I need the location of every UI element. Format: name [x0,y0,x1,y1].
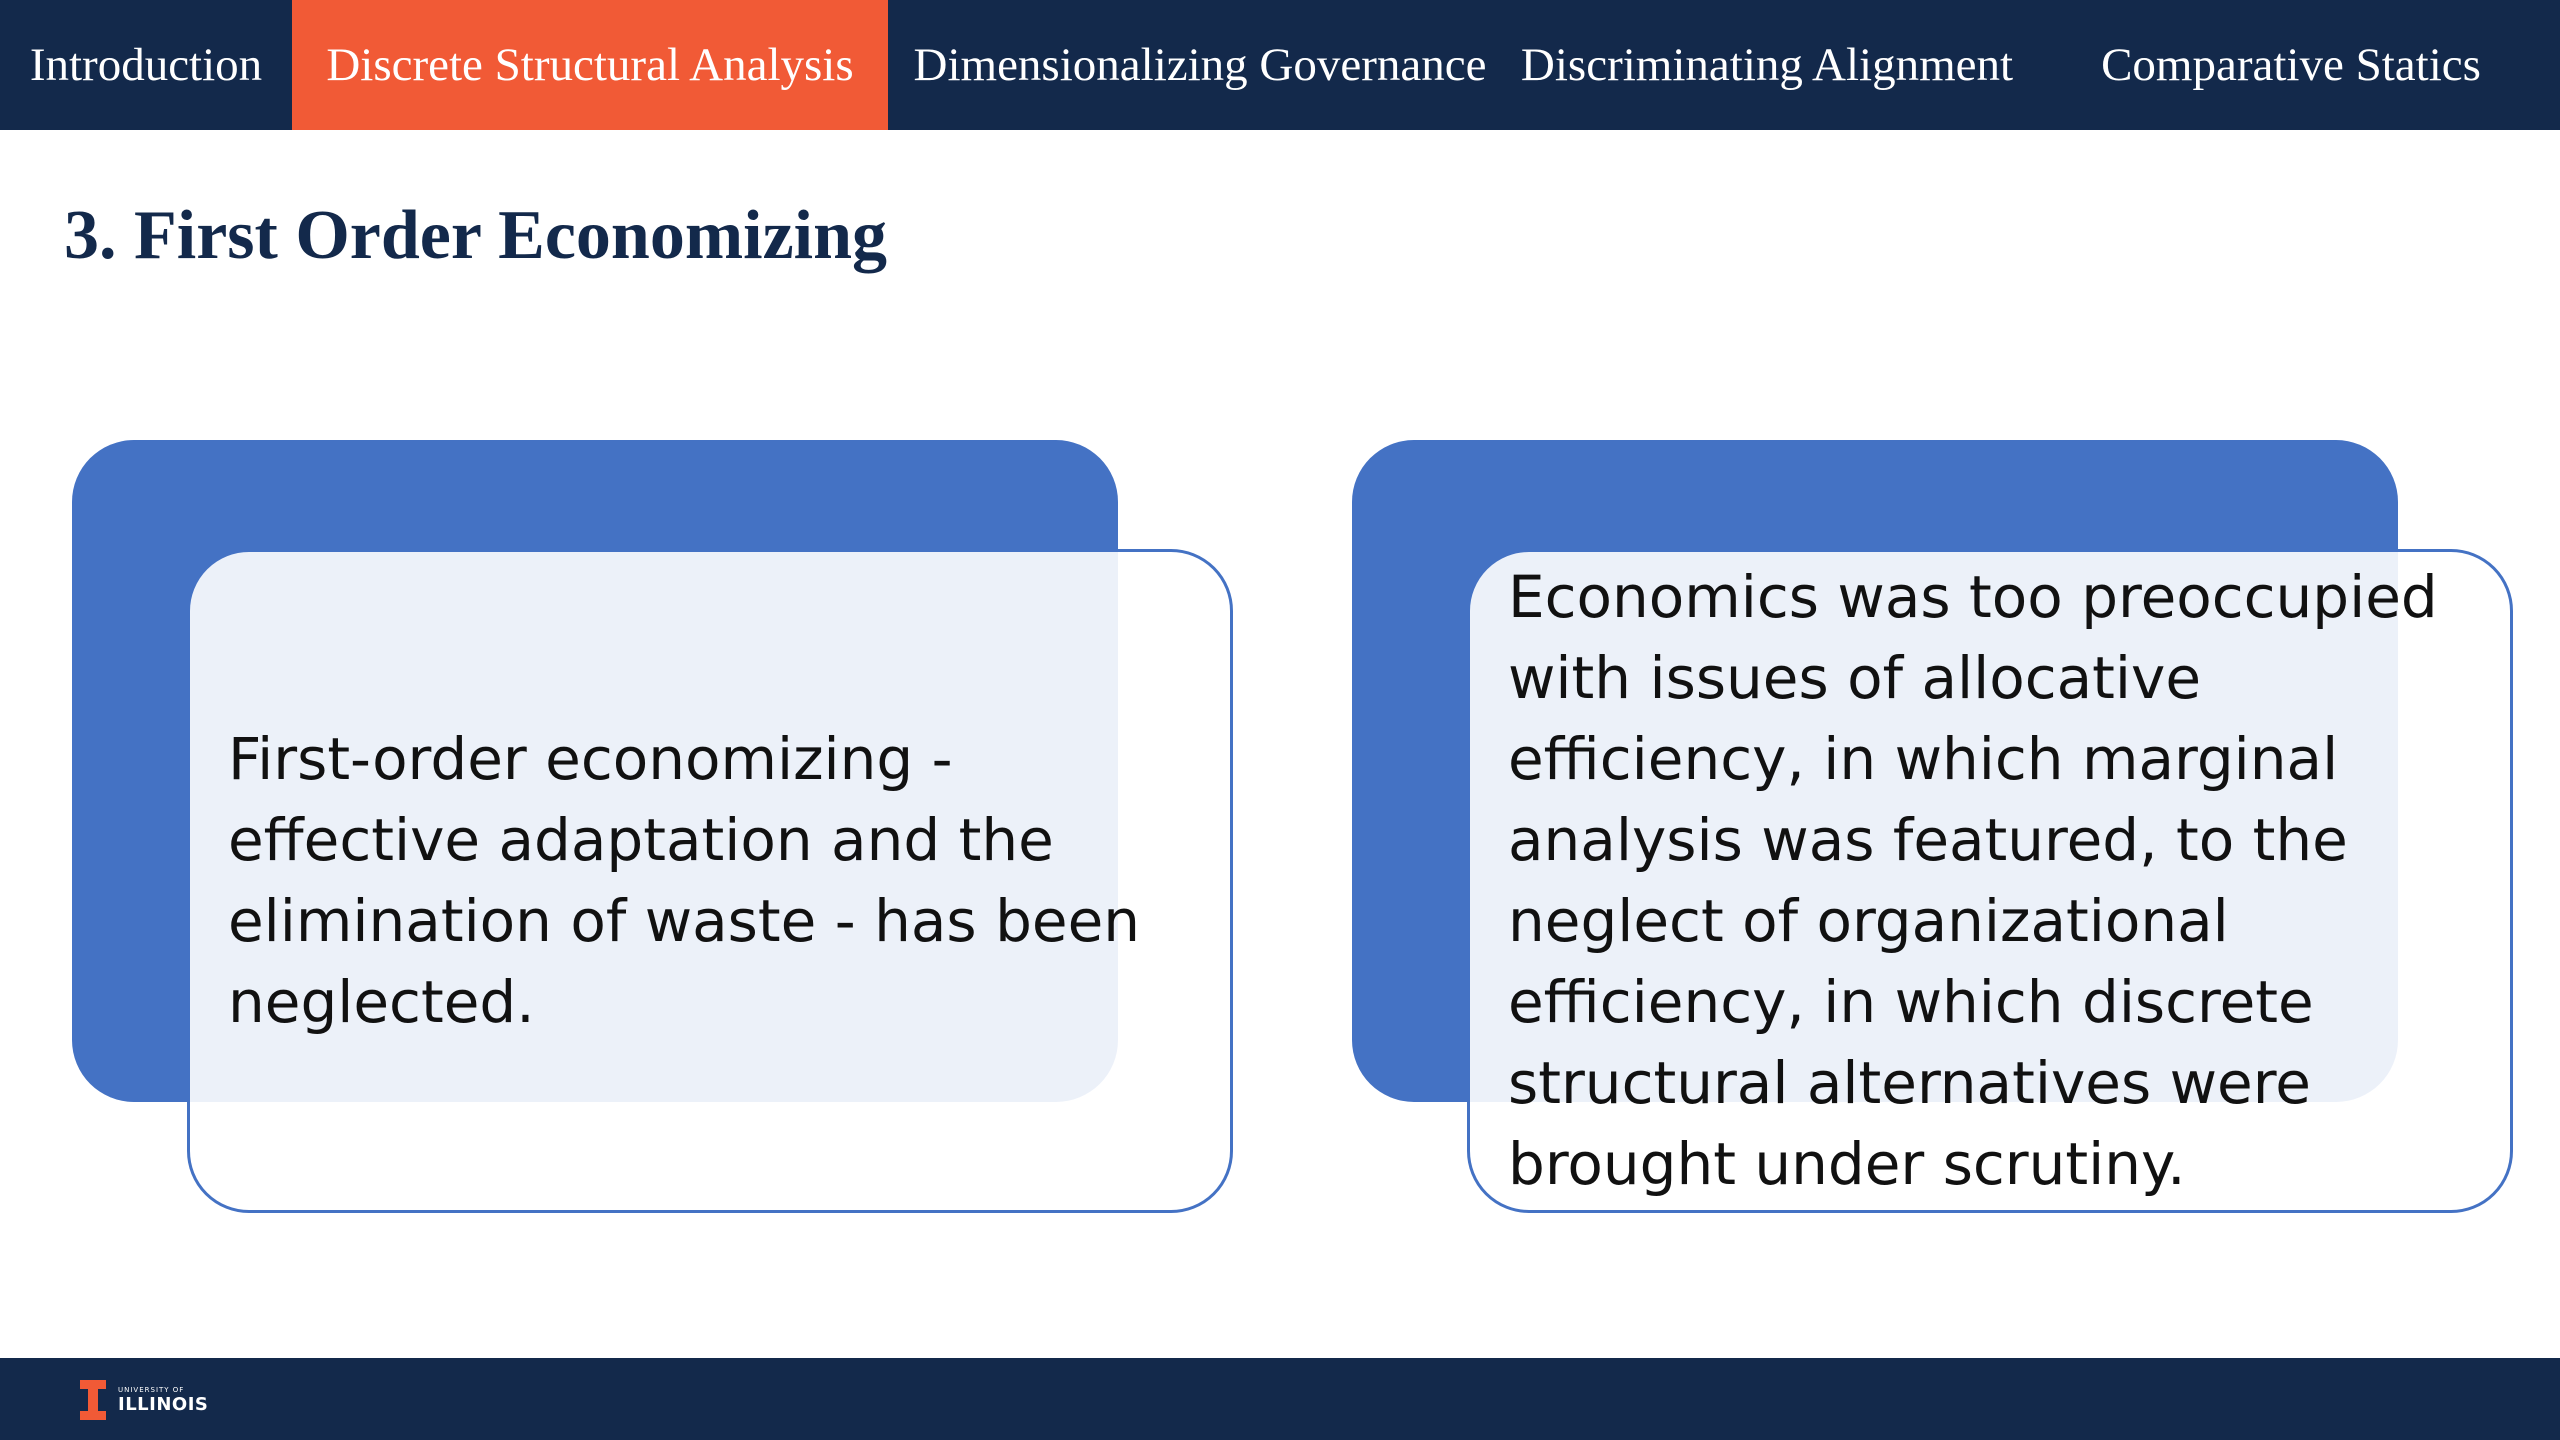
card-left [187,549,1233,1213]
nav-tab-introduction[interactable]: Introduction [29,39,263,91]
top-navigation [0,0,2560,130]
nav-tab-dimensionalizing-governance[interactable]: Dimensionalizing Governance [913,39,1487,91]
nav-tab-discrete-structural-analysis[interactable]: Discrete Structural Analysis [292,0,888,130]
card-right [1467,549,2513,1213]
logo-small-text: UNIVERSITY OF [118,1385,185,1394]
footer-bar [0,1358,2560,1440]
card-left-text: First-order economizing - effective adaptation and the elimination of waste - has been neglected. [228,725,1141,1036]
slide-title: 3. First Order Economizing [64,197,888,274]
logo-big-text: ILLINOIS [118,1393,209,1415]
nav-tab-discriminating-alignment[interactable]: Discriminating Alignment [1520,39,2014,91]
illinois-logo [80,1378,208,1422]
logo-wordmark [118,1386,208,1415]
card-right-text: Economics was too preoccupied with issues of allocative efficiency, in which marginal analysis was featured, to the neglect of organizational efficiency, in which discrete structural alternatives were brought under scrutiny. [1508,563,2438,1198]
nav-tab-comparative-statics[interactable]: Comparative Statics [2101,39,2481,91]
block-i-icon [80,1380,106,1420]
